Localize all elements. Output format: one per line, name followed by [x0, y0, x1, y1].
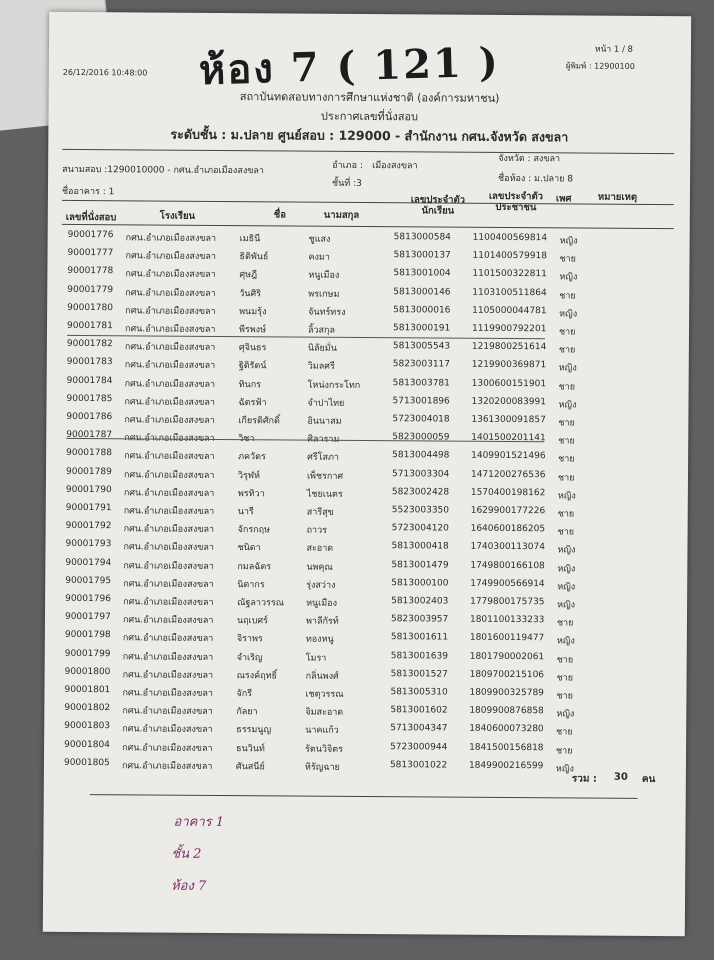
- level-center-line: ระดับชั้น : ม.ปลาย ศูนย์สอบ : 129000 - สำนักงาน กศน.จังหวัด สงขลา: [170, 126, 569, 145]
- cell-seat: 90001798: [64, 630, 111, 641]
- venue: สนามสอบ :1290010000 - กศน.อำเภอเมืองสงขลา: [62, 164, 264, 177]
- cell-cid: 1409901521496: [471, 451, 546, 462]
- cell-cid: 1100400569814: [472, 232, 548, 244]
- cell-last: ศรีโสภา: [307, 452, 340, 464]
- cell-cid: 1101400579918: [472, 250, 548, 262]
- cell-gender: หญิง: [557, 563, 576, 575]
- cell-gender: หญิง: [559, 272, 578, 283]
- total-unit: คน: [641, 773, 656, 786]
- cell-first: ศุษฎี: [239, 270, 258, 281]
- cell-last: จำปาไทย: [307, 398, 345, 409]
- cell-cid: 1105000044781: [472, 305, 547, 317]
- cell-first: ณัฐลาวรรณ: [237, 598, 285, 609]
- cell-first: ฐิติรัตน์: [238, 361, 267, 372]
- cell-gender: ชาย: [558, 381, 576, 393]
- col-citizen-id: เลขประจำตัว ประชาชน: [488, 190, 544, 214]
- cell-gender: ชาย: [557, 509, 575, 520]
- cell-seat: 90001797: [64, 612, 111, 623]
- cell-last: นพคุณ: [306, 562, 333, 573]
- cell-school: กศน.อำเภอเมืองสงขลา: [124, 433, 215, 445]
- cell-seat: 90001805: [63, 757, 110, 769]
- cell-first: ศันสนีย์: [235, 761, 265, 773]
- cell-cid: 1471200276536: [470, 469, 546, 480]
- cell-gender: หญิง: [557, 545, 576, 556]
- cell-cid: 1849900216599: [468, 760, 544, 772]
- cell-school: กศน.อำเภอเมืองสงขลา: [125, 251, 217, 263]
- building: ชื่ออาคาร : 1: [61, 186, 115, 198]
- cell-seat: 90001787: [66, 430, 113, 441]
- cell-gender: ชาย: [559, 290, 576, 302]
- cell-school: กศน.อำเภอเมืองสงขลา: [125, 306, 216, 317]
- cell-first: ธรรมนูญ: [236, 725, 272, 736]
- cell-school: กศน.อำเภอเมืองสงขลา: [122, 724, 213, 736]
- cell-cid: 1801100133233: [469, 614, 545, 626]
- cell-gender: หญิง: [557, 491, 576, 502]
- cell-gender: ชาย: [556, 691, 573, 702]
- cell-first: ภควัตร: [238, 452, 266, 463]
- cell-seat: 90001783: [66, 357, 113, 368]
- cell-seat: 90001803: [64, 721, 111, 732]
- cell-first: ธนวินท์: [236, 743, 265, 754]
- cell-gender: หญิง: [559, 309, 578, 320]
- cell-last: นาคแก้ว: [305, 725, 339, 737]
- cell-gender: ชาย: [556, 654, 574, 666]
- cell-cid: 1119900792201: [471, 323, 547, 335]
- cell-gender: หญิง: [555, 764, 574, 775]
- cell-sid: 5723004120: [391, 523, 449, 534]
- cell-first: กมลฉัตร: [237, 561, 272, 572]
- cell-sid: 5813002403: [391, 596, 449, 607]
- cell-school: กศน.อำเภอเมืองสงขลา: [124, 324, 216, 335]
- cell-gender: หญิง: [558, 363, 577, 374]
- cell-first: ทินกร: [238, 379, 262, 390]
- cell-last: กลิ่นพงศ์: [305, 671, 339, 682]
- cell-first: ฉัตรฟ้า: [238, 397, 267, 409]
- cell-school: กศน.อำเภอเมืองสงขลา: [123, 506, 215, 517]
- cell-first: เมธินี: [239, 234, 261, 245]
- cell-cid: 1103100511864: [472, 287, 547, 298]
- cell-last: เชตุวรรณ: [305, 689, 344, 700]
- announcement-title: ประกาศเลขที่นั่งสอบ: [320, 109, 419, 124]
- cell-last: โหน่งกระโทก: [307, 380, 361, 391]
- cell-school: กศน.อำเภอเมืองสงขลา: [125, 287, 216, 299]
- cell-sid: 5813000100: [391, 577, 449, 589]
- cell-sid: 5723004018: [392, 414, 450, 425]
- cell-cid: 1401500201141: [471, 432, 546, 444]
- cell-last: สารีสุข: [306, 507, 334, 518]
- col-first-name: ชื่อ: [273, 209, 287, 221]
- cell-school: กศน.อำเภอเมืองสงขลา: [123, 469, 215, 481]
- cell-seat: 90001785: [66, 393, 113, 405]
- cell-sid: 5813000418: [391, 541, 449, 552]
- page-number: หน้า 1 / 8: [594, 44, 634, 55]
- total-count: 30: [613, 771, 628, 783]
- col-last-name: นามสกุล: [323, 209, 360, 221]
- cell-cid: 1809900325789: [469, 687, 544, 699]
- cell-last: อินนาสม: [307, 416, 342, 427]
- cell-school: กศน.อำเภอเมืองสงขลา: [121, 761, 213, 772]
- handwritten-floor: ชั้น 2: [171, 846, 202, 862]
- cell-first: วิรุฬห์: [237, 470, 261, 481]
- floor: ชั้นที่ :3: [331, 178, 362, 189]
- cell-seat: 90001789: [65, 466, 112, 477]
- total-label: รวม :: [571, 773, 597, 785]
- cell-sid: 5813001022: [389, 759, 448, 771]
- cell-school: กศน.อำเภอเมืองสงขลา: [123, 488, 215, 499]
- cell-seat: 90001804: [64, 739, 110, 750]
- cell-cid: 1779800175735: [470, 596, 545, 608]
- cell-gender: ชาย: [558, 418, 575, 429]
- cell-sid: 5813001602: [390, 705, 448, 716]
- cell-sid: 5813001479: [391, 559, 449, 571]
- cell-first: นารี: [237, 507, 254, 518]
- cell-sid: 5813000584: [393, 232, 451, 243]
- cell-seat: 90001779: [67, 284, 114, 295]
- cell-school: กศน.อำเภอเมืองสงขลา: [122, 615, 214, 627]
- cell-last: หนูเมือง: [308, 270, 340, 282]
- cell-cid: 1629900177226: [470, 505, 546, 517]
- cell-first: จักรกฤษ: [237, 525, 271, 536]
- cell-gender: ชาย: [557, 527, 575, 538]
- cell-last: พาลีกัรท์: [305, 616, 339, 627]
- cell-school: กศน.อำเภอเมืองสงขลา: [122, 633, 214, 645]
- cell-sid: 5813005543: [392, 341, 451, 352]
- district-label: อำเภอ :: [332, 160, 363, 171]
- cell-first: จำเริญ: [236, 652, 263, 663]
- cell-sid: 5713001896: [392, 395, 450, 407]
- cell-school: กศน.อำเภอเมืองสงขลา: [125, 233, 217, 244]
- cell-last: โมรา: [305, 653, 327, 664]
- cell-last: หนูเมือง: [306, 598, 338, 609]
- cell-gender: ชาย: [557, 472, 575, 484]
- cell-sid: 5813001004: [393, 268, 451, 279]
- cell-gender: ชาย: [556, 745, 573, 757]
- cell-school: กศน.อำเภอเมืองสงขลา: [123, 560, 214, 572]
- cell-seat: 90001780: [67, 302, 113, 314]
- cell-last: หิรัญฉาย: [304, 762, 340, 773]
- cell-last: ลิ้วสกุล: [307, 325, 336, 336]
- cell-seat: 90001801: [64, 684, 111, 696]
- cell-last: สะอาด: [306, 543, 334, 555]
- room: ชื่อห้อง : ม.ปลาย 8: [498, 173, 574, 185]
- cell-gender: ชาย: [556, 618, 574, 629]
- cell-gender: ชาย: [556, 673, 574, 684]
- cell-first: จิราพร: [236, 634, 263, 645]
- cell-gender: หญิง: [559, 236, 578, 247]
- cell-last: คงมา: [308, 252, 330, 263]
- handwritten-room-title: ห้อง 7 ( 121 ): [198, 38, 501, 95]
- cell-last: ถาวร: [306, 525, 328, 536]
- cell-cid: 1801600119477: [469, 633, 545, 644]
- cell-sid: 5823002428: [391, 486, 450, 498]
- cell-school: กศน.อำเภอเมืองสงขลา: [124, 378, 216, 390]
- cell-first: วิชา: [238, 434, 255, 445]
- cell-sid: 5813005310: [390, 687, 448, 698]
- cell-sid: 5813001639: [390, 650, 449, 662]
- cell-cid: 1101500322811: [472, 269, 547, 280]
- cell-seat: 90001800: [64, 666, 111, 678]
- cell-cid: 1840600073280: [469, 724, 544, 735]
- cell-school: กศน.อำเภอเมืองสงขลา: [123, 542, 214, 554]
- cell-school: กศน.อำเภอเมืองสงขลา: [122, 742, 213, 754]
- cell-school: กศน.อำเภอเมืองสงขลา: [122, 706, 213, 718]
- cell-last: ศิลาราม: [307, 434, 340, 445]
- cell-school: กศน.อำเภอเมืองสงขลา: [122, 651, 214, 663]
- cell-seat: 90001792: [65, 521, 112, 532]
- cell-cid: 1740300113074: [470, 542, 545, 553]
- cell-cid: 1640600186205: [470, 523, 546, 535]
- cell-gender: ชาย: [558, 436, 575, 447]
- cell-school: กศน.อำเภอเมืองสงขลา: [124, 342, 216, 354]
- cell-first: ชนิดา: [237, 543, 261, 554]
- col-school: โรงเรียน: [159, 210, 196, 222]
- cell-gender: หญิง: [556, 709, 575, 720]
- cell-gender: ชาย: [558, 345, 576, 356]
- cell-last: เพ็ชรกาศ: [306, 471, 344, 482]
- cell-gender: ชาย: [556, 727, 573, 738]
- cell-seat: 90001790: [65, 484, 112, 496]
- cell-last: วิมลศรี: [307, 361, 335, 373]
- print-date: 26/12/2016 10:48:00: [62, 67, 148, 78]
- cell-cid: 1841500156818: [469, 742, 544, 753]
- cell-gender: ชาย: [558, 327, 576, 338]
- cell-gender: หญิง: [557, 600, 576, 611]
- cell-school: กศน.อำเภอเมืองสงขลา: [124, 360, 216, 372]
- cell-first: นิตากร: [237, 579, 265, 591]
- cell-sid: 5813000146: [393, 286, 451, 298]
- cell-sid: 5823003957: [390, 614, 449, 625]
- cell-last: พรเกษม: [308, 289, 340, 300]
- cell-cid: 1809700215106: [469, 669, 545, 681]
- cell-seat: 90001777: [67, 248, 114, 259]
- col-seat: เลขที่นั่งสอบ: [65, 211, 117, 224]
- cell-cid: 1809900876858: [469, 705, 544, 717]
- cell-school: กศน.อำเภอเมืองสงขลา: [122, 670, 214, 681]
- cell-first: พนมรุ้ง: [239, 306, 267, 318]
- cell-last: นิลัยมั่น: [307, 343, 337, 354]
- cell-sid: 5813001527: [390, 668, 448, 680]
- cell-school: กศน.อำเภอเมืองสงขลา: [124, 451, 215, 463]
- cell-seat: 90001776: [67, 229, 114, 241]
- cell-school: กศน.อำเภอเมืองสงขลา: [124, 397, 215, 408]
- cell-first: พรทิวา: [237, 488, 265, 500]
- handwritten-room: ห้อง 7: [171, 878, 207, 894]
- cell-seat: 90001796: [65, 593, 111, 605]
- printer-id: ผู้พิมพ์ : 12900100: [565, 61, 635, 71]
- cell-last: รัตนวิจิตร: [305, 744, 343, 755]
- organization-name: สถาบันทดสอบทางการศึกษาแห่งชาติ (องค์การมหาชน): [239, 90, 500, 105]
- cell-sid: 5813001611: [390, 632, 449, 643]
- cell-sid: 5713004347: [390, 723, 448, 734]
- cell-sid: 5713003304: [391, 468, 450, 480]
- cell-cid: 1300600151901: [471, 378, 547, 389]
- cell-school: กศน.อำเภอเมืองสงขลา: [125, 269, 216, 281]
- cell-sid: 5813000016: [393, 304, 451, 316]
- exam-seat-document: [43, 12, 691, 936]
- cell-last: ชูแสง: [308, 234, 331, 245]
- cell-school: กศน.อำเภอเมืองสงขลา: [123, 579, 214, 590]
- cell-cid: 1219900369871: [471, 360, 547, 371]
- cell-cid: 1749900566914: [470, 578, 545, 590]
- cell-seat: 90001781: [66, 320, 113, 332]
- district: เมืองสงขลา: [372, 161, 418, 172]
- cell-seat: 90001788: [66, 448, 112, 459]
- cell-first: จักรี: [236, 689, 253, 700]
- cell-first: กัลยา: [236, 707, 258, 718]
- cell-first: ศุจินธร: [238, 343, 267, 354]
- cell-cid: 1749800166108: [470, 560, 545, 571]
- cell-sid: 5813004498: [392, 450, 450, 461]
- province: จังหวัด : สงขลา: [498, 153, 561, 165]
- cell-seat: 90001793: [65, 539, 112, 550]
- cell-sid: 5813000137: [393, 250, 451, 261]
- col-gender: เพศ: [555, 193, 572, 205]
- cell-last: จิมสะอาด: [305, 707, 344, 719]
- cell-sid: 5823000059: [392, 432, 450, 443]
- cell-seat: 90001784: [66, 375, 113, 386]
- cell-school: กศน.อำเภอเมืองสงขลา: [123, 597, 214, 608]
- col-note: หมายเหตุ: [597, 191, 638, 203]
- cell-cid: 1361300091857: [471, 414, 546, 426]
- cell-cid: 1320200083991: [471, 396, 546, 408]
- cell-seat: 90001799: [64, 648, 111, 659]
- cell-seat: 90001794: [65, 557, 112, 568]
- cell-sid: 5523003350: [391, 505, 450, 516]
- cell-seat: 90001782: [66, 339, 113, 350]
- cell-sid: 5823003117: [392, 359, 451, 370]
- cell-first: ณรงค์ฤทธิ์: [236, 670, 278, 682]
- cell-gender: หญิง: [557, 582, 576, 593]
- handwritten-building: อาคาร 1: [173, 814, 225, 831]
- cell-last: จันทร์ทรง: [308, 307, 346, 318]
- cell-first: ธิติพันธ์: [239, 252, 269, 263]
- cell-cid: 1801790002061: [469, 651, 545, 662]
- cell-gender: ชาย: [559, 254, 576, 265]
- cell-sid: 5723000944: [390, 741, 448, 753]
- cell-last: รุ่งสว่าง: [306, 580, 336, 591]
- cell-school: กศน.อำเภอเมืองสงขลา: [122, 688, 213, 699]
- cell-last: ไชยเนตร: [306, 489, 343, 500]
- cell-gender: หญิง: [558, 400, 577, 411]
- cell-sid: 5813000191: [392, 323, 451, 334]
- cell-gender: หญิง: [556, 636, 575, 647]
- cell-first: วันศิริ: [239, 288, 262, 299]
- cell-sid: 5813003781: [392, 377, 450, 389]
- cell-gender: ชาย: [558, 454, 575, 465]
- cell-first: เกียรติศักดิ์: [238, 416, 280, 427]
- cell-cid: 1570400198162: [470, 487, 546, 499]
- col-student-id: เลขประจำตัว นักเรียน: [410, 194, 466, 217]
- cell-first: พีรพงษ์: [238, 325, 267, 336]
- cell-school: กศน.อำเภอเมืองสงขลา: [124, 415, 215, 426]
- cell-last: ทองหนู: [305, 634, 334, 646]
- cell-cid: 1219800251614: [471, 341, 547, 353]
- cell-seat: 90001778: [67, 266, 114, 277]
- cell-seat: 90001786: [66, 411, 113, 423]
- cell-seat: 90001791: [65, 502, 112, 514]
- cell-seat: 90001795: [65, 575, 112, 587]
- cell-school: กศน.อำเภอเมืองสงขลา: [123, 524, 215, 536]
- table-row: [64, 758, 654, 780]
- cell-first: นฤเบศร์: [236, 616, 268, 627]
- cell-seat: 90001802: [64, 703, 111, 714]
